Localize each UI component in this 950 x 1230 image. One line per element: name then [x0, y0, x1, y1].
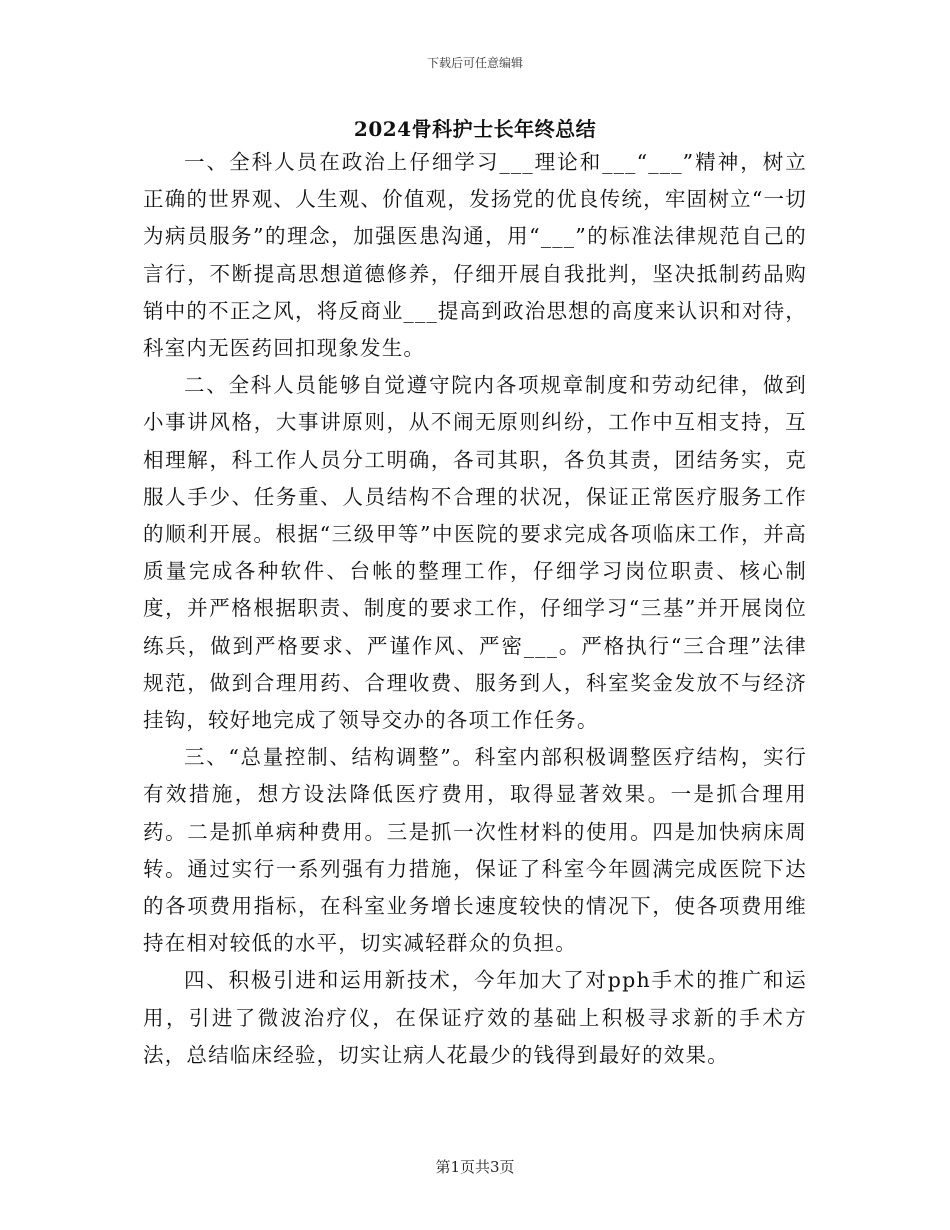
document-title: 2024骨科护士长年终总结 [353, 117, 597, 141]
paragraph-3: 三、“总量控制、结构调整”。科室内部积极调整医疗结构，实行有效措施，想方设法降低医疗费用，取得显著效果。一是抓合理用药。二是抓单病种费用。三是抓一次性材料的使用。四是加快病床周转。通过实行一系列强有力措施，保证了科室今年圆满完成医院下达的各项费用指标，在科室业务增长速度较快的情况下，使各项费用维持在相对较低的水平，切实减轻群众的负担。 [143, 745, 807, 956]
page-number: 第1页共3页 [435, 1158, 515, 1176]
page-header-note: 下载后可任意编辑 [426, 56, 523, 70]
paragraph-1: 一、全科人员在政治上仔细学习___理论和___“___”精神，树立正确的世界观、人生观、价值观，发扬党的优良传统，牢固树立“一切为病员服务”的理念，加强医患沟通，用“___”的标准法律规范自己的言行，不断提高思想道德修养，仔细开展自我批判，坚决抵制药品购销中的不正之风，将反商业___提高到政治思想的高度来认识和对待，科室内无医药回扣现象发生。 [143, 150, 807, 361]
document-body [143, 144, 807, 1074]
paragraph-4: 四、积极引进和运用新技术，今年加大了对pph手术的推广和运用，引进了微波治疗仪，在保证疗效的基础上积极寻求新的手术方法，总结临床经验，切实让病人花最少的钱得到最好的效果。 [143, 968, 807, 1067]
paragraph-2: 二、全科人员能够自觉遵守院内各项规章制度和劳动纪律，做到小事讲风格，大事讲原则，从不闹无原则纠纷，工作中互相支持，互相理解，科工作人员分工明确，各司其职，各负其责，团结务实，克服人手少、任务重、人员结构不合理的状况，保证正常医疗服务工作的顺利开展。根据“三级甲等”中医院的要求完成各项临床工作，并高质量完成各种软件、台帐的整理工作，仔细学习岗位职责、核心制度，并严格根据职责、制度的要求工作，仔细学习“三基”并开展岗位练兵，做到严格要求、严谨作风、严密___。严格执行“三合理”法律规范，做到合理用药、合理收费、服务到人，科室奖金发放不与经济挂钩，较好地完成了领导交办的各项工作任务。 [143, 373, 807, 733]
